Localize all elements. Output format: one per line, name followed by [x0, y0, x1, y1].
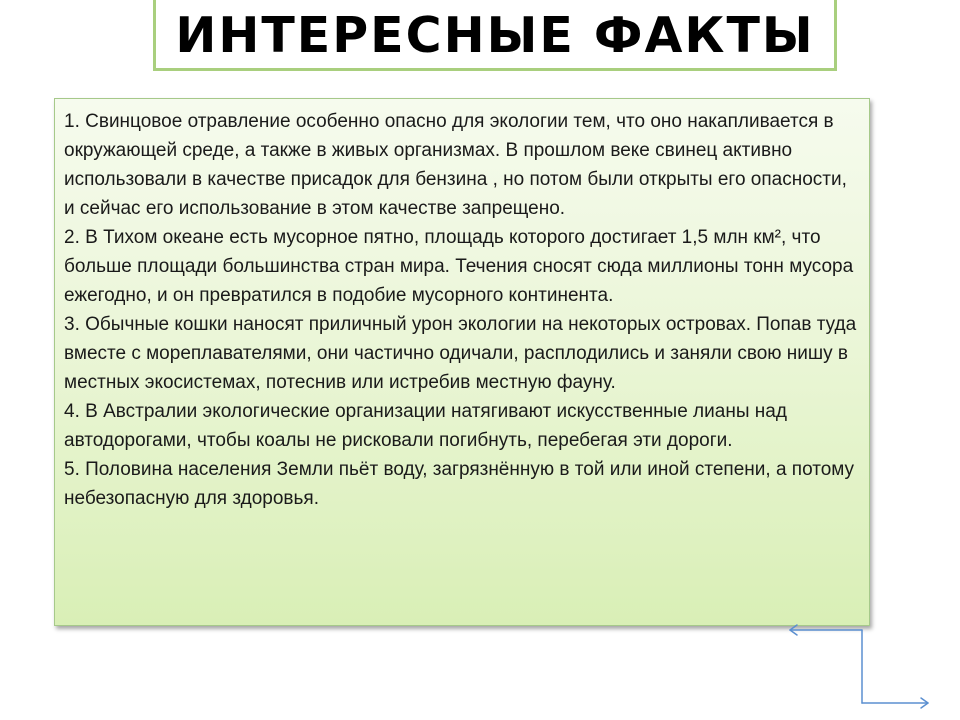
- fact-item-3: 3. Обычные кошки наносят приличный урон экологии на некоторых островах. Попав туда вместе с мореплавателями, они частично одичали, расплодились и заняли свою нишу в местных экосистемах, потеснив или истребив местную фауну.: [64, 314, 857, 393]
- title-box: [153, 0, 837, 71]
- fact-item-1: 1. Свинцовое отравление особенно опасно для экологии тем, что оно накапливается в окружающей среде, а также в живых организмах. В прошлом веке свинец активно использовали в качестве присадок для бензина , но потом были открыты его опасности, и сейчас его использование в этом качестве запрещено.: [64, 111, 847, 219]
- fact-item-2: 2. В Тихом океане есть мусорное пятно, площадь которого достигает 1,5 млн км², что больше площади большинства стран мира. Течения сносят сюда миллионы тонн мусора ежегодно, и он превратился в подобие мусорного континента.: [64, 227, 854, 306]
- slide-title: ИНТЕРЕСНЫЕ ФАКТЫ: [175, 6, 815, 64]
- fact-item-5: 5. Половина населения Земли пьёт воду, загрязнённую в той или иной степени, а потому небезопасную для здоровья.: [64, 459, 855, 509]
- fact-item-4: 4. В Австралии экологические организации натягивают искусственные лианы над автодорогами, чтобы коалы не рисковали погибнуть, перебегая эти дороги.: [64, 401, 787, 451]
- elbow-connector-arrow: [780, 618, 950, 718]
- facts-box: [54, 98, 870, 626]
